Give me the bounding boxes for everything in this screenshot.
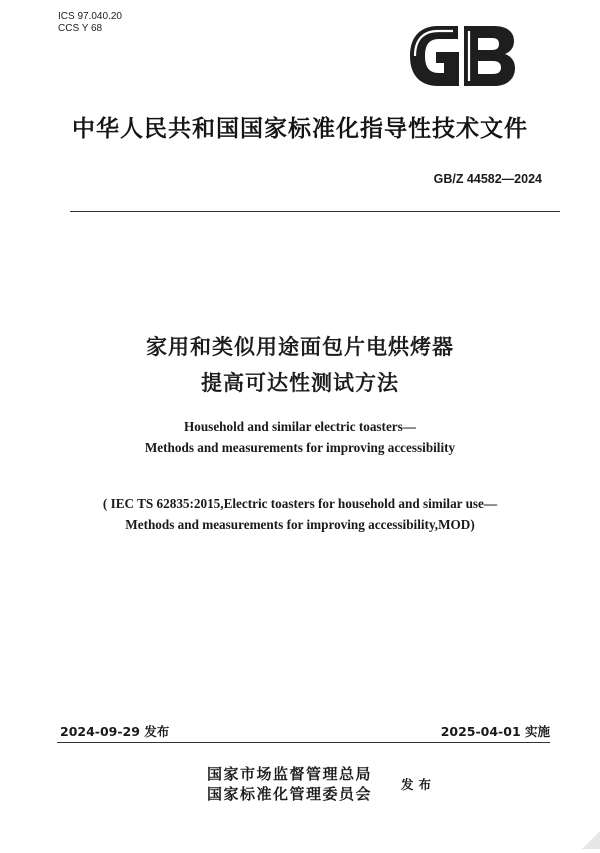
implement-date: 2025-04-01 实施: [440, 724, 550, 739]
title-cn-line1: 家用和类似用途面包片电烘烤器: [146, 335, 454, 359]
issuer-line1: 国家市场监督管理总局: [207, 765, 373, 783]
gb-logo: [406, 23, 518, 89]
adoption-line2: Methods and measurements for improving accessibility,MOD): [125, 517, 475, 532]
title-en-line1: Household and similar electric toasters—: [184, 419, 416, 434]
issue-date: 2024-09-29 发布: [60, 724, 170, 739]
adoption-line1: ( IEC TS 62835:2015,Electric toasters for household and similar use—: [102, 496, 498, 511]
classification-codes: [58, 11, 122, 35]
issuer-line2: 国家标准化管理委员会: [207, 785, 373, 803]
document-number: GB/Z 44582—2024: [433, 172, 542, 186]
footer-divider: [57, 742, 550, 743]
header-divider: [70, 211, 560, 212]
ccs-code: CCS Y 68: [58, 23, 103, 34]
title-en-line2: Methods and measurements for improving accessibility: [144, 440, 456, 455]
ics-code: ICS 97.040.20: [58, 11, 122, 22]
document-type: 中华人民共和国国家标准化指导性技术文件: [72, 116, 528, 142]
issue-word: 发布: [401, 777, 437, 792]
page-corner-mark: [578, 827, 600, 849]
title-cn-line2: 提高可达性测试方法: [201, 371, 399, 395]
